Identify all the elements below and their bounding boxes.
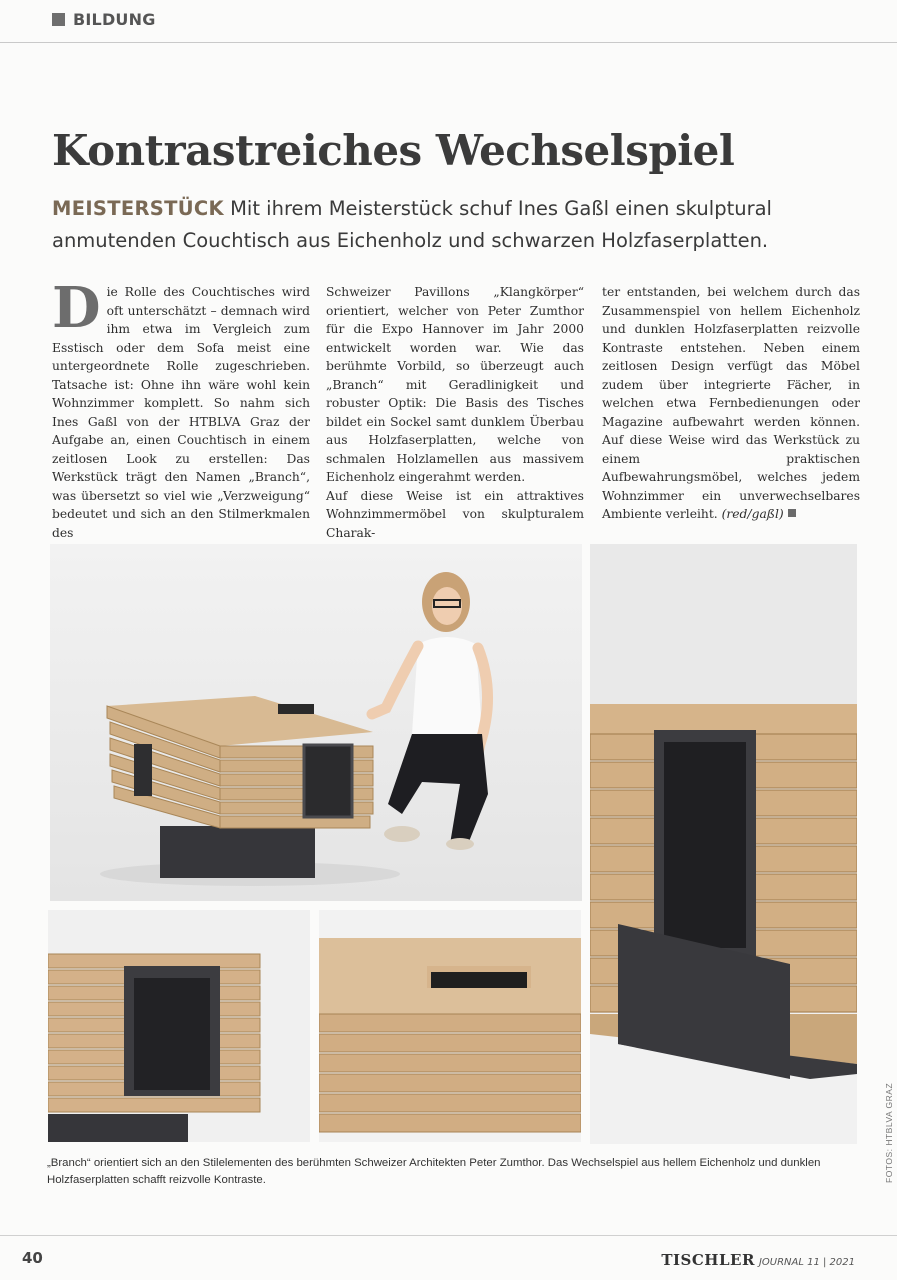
end-mark-icon xyxy=(788,509,796,517)
author-signature: (red/gaßl) xyxy=(721,507,784,521)
footer-brand xyxy=(661,1251,855,1269)
article-column-3 xyxy=(602,283,860,524)
dropcap: D xyxy=(52,275,101,341)
page-number: 40 xyxy=(22,1249,43,1267)
lead-text: Mit ihrem Meisterstück schuf Ines Gaßl einen skulptural anmutenden Couchtisch aus Eichenholz und schwarzen Holzfaserplatten. xyxy=(52,197,772,252)
section-tag xyxy=(52,10,156,29)
lead-kicker: MEISTERSTÜCK xyxy=(52,197,224,220)
column-3-text: ter entstanden, bei welchem durch das Zusammenspiel von hellem Eichenholz und dunklen Holzfaserplatten reizvolle Kontraste entstehen. Neben einem zeitlosen Design verfügt das Möbel zudem über integrierte Fächer, in welchen etwa Fernbedienungen oder Magazine aufbewahrt werden können. Auf diese Weise wird das Werkstück zu einem praktischen Aufbewahrungsmöbel, welches jedem Wohnzimmer ein unverwechselbares Ambiente verleiht. xyxy=(602,285,860,521)
photo-top-opening xyxy=(319,910,581,1142)
photo-caption: „Branch“ orientiert sich an den Stilelementen des berühmten Schweizer Architekten Peter Zumthor. Das Wechselspiel aus hellem Eichenholz und dunklen Holzfaserplatten schafft reizvolle Kontraste. xyxy=(47,1157,821,1186)
section-marker-icon xyxy=(52,13,65,26)
column-2-paragraph-1: Schweizer Pavillons „Klangkörper“ orientiert, welcher von Peter Zumthor für die Expo Hannover im Jahr 2000 entwickelt worden war. Wie das berühmte Vorbild, so überzeugt auch „Branch“ mit Geradlinigkeit und robuster Optik: Die Basis des Tisches bildet ein Sockel samt dunklem Überbau aus Holzfaserplatten, welche von schmalen Holzlamellen aus massivem Eichenholz eingerahmt werden. xyxy=(326,285,584,484)
article-lead xyxy=(52,193,872,257)
article-column-2 xyxy=(326,283,584,542)
magazine-name: TISCHLER xyxy=(661,1251,755,1269)
footer-divider xyxy=(0,1235,897,1236)
article-column-1 xyxy=(52,275,310,542)
photo-credit: FOTOS: HTBLVA GRAZ xyxy=(884,1082,894,1183)
magazine-issue: JOURNAL 11 | 2021 xyxy=(758,1257,855,1268)
column-1-text: ie Rolle des Couchtisches wird oft unterschätzt – demnach wird ihm etwa im Vergleich zum Esstisch oder dem Sofa meist eine untergeordnete Rolle zugeschrieben. Tatsache ist: Ohne ihn wäre wohl kein Wohnzimmer komplett. So nahm sich Ines Gaßl von der HTBLVA Graz der Aufgabe an, einen Couchtisch in einem zeitlosen Look zu erstellen: Das Werkstück trägt den Namen „Branch“, was übersetzt so viel wie „Verzweigung“ bedeutet und sich an den Stilmerkmalen des xyxy=(52,285,310,540)
header-divider xyxy=(0,42,897,43)
article-title: Kontrastreiches Wechselspiel xyxy=(52,126,735,175)
photo-compartment-front xyxy=(48,910,310,1142)
photo-main-table-with-maker xyxy=(50,544,582,901)
section-label: BILDUNG xyxy=(73,10,156,29)
column-2-paragraph-2: Auf diese Weise ist ein attraktives Wohnzimmermöbel von skulpturalem Charak- xyxy=(326,488,584,540)
photo-side-detail xyxy=(590,544,857,1144)
